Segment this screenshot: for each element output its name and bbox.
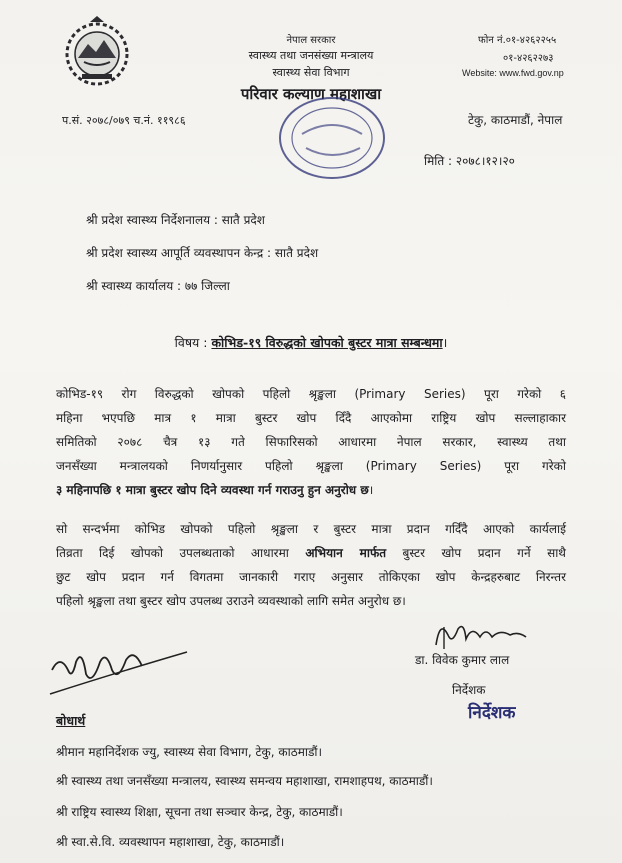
office-stamp	[272, 96, 390, 190]
director-signature	[430, 615, 530, 655]
body-paragraph-1	[56, 382, 566, 502]
header-government: नेपाल सरकार	[286, 35, 336, 46]
campaign-bold-text: अभियान मार्फत	[305, 546, 387, 560]
subject-end: ।	[442, 335, 448, 350]
subject-label: विषय :	[174, 335, 212, 350]
addressee-line: श्री प्रदेश स्वास्थ्य निर्देशनालय : सातै प्रदेश	[86, 213, 265, 227]
designation-stamp: निर्देशक	[468, 703, 516, 723]
initial-signature	[42, 640, 192, 700]
body-paragraph-2	[56, 517, 566, 613]
cc-item: श्री स्वास्थ्य तथा जनसँख्या मन्त्रालय, स्वास्थ्य समन्वय महाशाखा, रामशाहपथ, काठमाडौं।	[56, 774, 433, 788]
signer-designation: निर्देशक	[452, 683, 486, 697]
body-line: कोभिड-१९ रोग विरुद्धको खोपको पहिलो श्रृङ्खला (Primary Series) पूरा गरेको ६	[56, 387, 566, 401]
body-line: छुट खोप प्रदान गर्न विगतमा जानकारी गराए अनुसार तोकिएका खोप केन्द्रहरुबाट निरन्तर	[56, 570, 566, 584]
header-phone-2: ०१-४२६२२७३	[503, 53, 554, 64]
body-line: महिना भएपछि मात्र १ मात्रा बुस्टर खोप दिँदै आएकोमा राष्ट्रिय खोप सल्लाहाकार	[56, 411, 566, 425]
body-line: समितिको २०७८ चैत्र १३ गते सिफारिसको आधारमा नेपाल सरकार, स्वास्थ्य तथा	[56, 435, 566, 449]
header-department: स्वास्थ्य सेवा विभाग	[272, 66, 350, 79]
header-office: परिवार कल्याण महाशाखा	[240, 85, 382, 103]
subject-line	[0, 334, 622, 351]
cc-heading: बोधार्थ	[56, 713, 86, 728]
subject-text: कोभिड-१९ विरुद्धको खोपको बुस्टर मात्रा सम्बन्धमा	[211, 335, 443, 350]
body-line: सो सन्दर्भमा कोभिड खोपको पहिलो श्रृङ्खला र बुस्टर मात्रा प्रदान गर्दिँदै आएको कार्यलाई	[56, 522, 566, 536]
addressee-line: श्री प्रदेश स्वास्थ्य आपूर्ति व्यवस्थापन केन्द्र : सातै प्रदेश	[86, 246, 319, 260]
body-line-bold	[56, 478, 566, 502]
cc-item: श्री स्वा.से.वि. व्यवस्थापन महाशाखा, टेकु, काठमाडौं।	[56, 835, 285, 849]
header-phone-1: फोन नं.०१-४२६२२५५	[478, 35, 557, 46]
cc-item: श्री राष्ट्रिय स्वास्थ्य शिक्षा, सूचना तथा सञ्चार केन्द्र, टेकु, काठमाडौं।	[56, 805, 343, 819]
request-bold-text: ३ महिनापछि १ मात्रा बुस्टर खोप दिने व्यवस्था गर्न गराउनु हुन अनुरोध छ	[56, 483, 369, 497]
header-website: Website: www.fwd.gov.np	[462, 68, 564, 78]
letter-date: मिति : २०७८।१२।२०	[424, 154, 515, 168]
body-line: पहिलो श्रृङ्खला तथा बुस्टर खोप उपलब्ध उराउने व्यवस्थाको लागि समेत अनुरोध छ।	[56, 594, 406, 608]
request-end: ।	[368, 483, 374, 497]
body-text: तिव्रता दिई खोपको उपलब्धताको आधारमा	[56, 546, 306, 560]
body-line: जनसँख्या मन्त्रालयको निणर्यानुसार पहिलो श्रृङ्खला (Primary Series) पूरा गरेको	[56, 459, 566, 473]
cc-item: श्रीमान महानिर्देशक ज्यु, स्वास्थ्य सेवा विभाग, टेकु, काठमाडौं।	[56, 745, 323, 759]
body-line	[56, 541, 566, 565]
signer-name: डा. विवेक कुमार लाल	[415, 653, 510, 667]
reference-number: प.सं. २०७८/०७९ च.नं. ११९८६	[62, 114, 186, 127]
office-address: टेकु, काठमाडौं, नेपाल	[468, 113, 563, 127]
body-text: बुस्टर खोप प्रदान गर्ने साथै	[386, 546, 566, 560]
header-ministry: स्वास्थ्य तथा जनसंख्या मन्त्रालय	[248, 49, 374, 62]
addressee-line: श्री स्वास्थ्य कार्यालय : ७७ जिल्ला	[86, 279, 230, 293]
